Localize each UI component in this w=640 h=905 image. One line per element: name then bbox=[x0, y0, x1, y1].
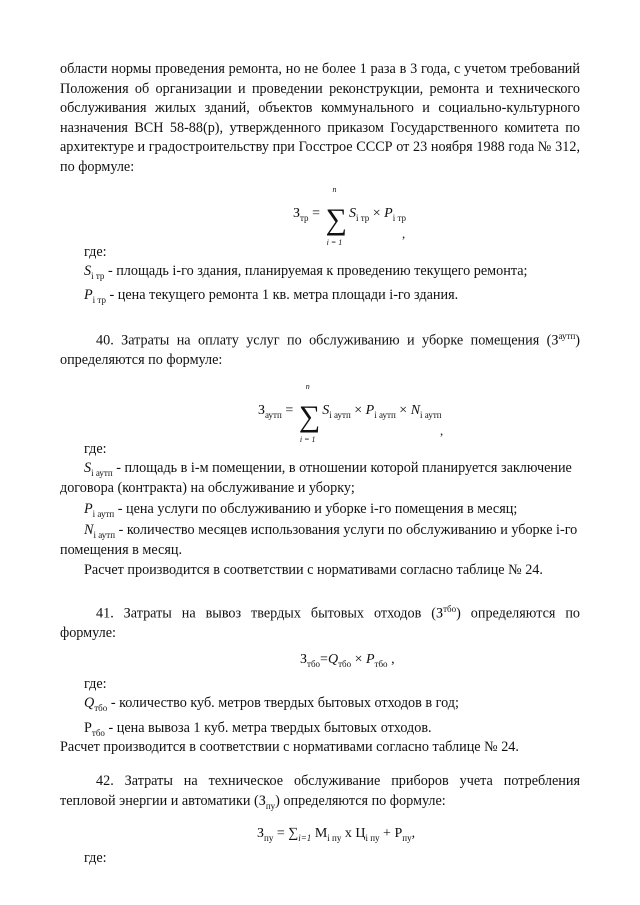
formula-lhs: З bbox=[300, 652, 308, 667]
def-symbol: Р bbox=[84, 720, 92, 736]
definition-p-tr bbox=[84, 286, 584, 306]
def-symbol-sub: тбо bbox=[91, 728, 105, 738]
formula-repair-cost: $З_{тр}$ = n ∑ i = 1 $S_{i тр} \times P_{i тр}$ bbox=[293, 185, 407, 247]
calculation-note: Расчет производится в соответствии с нормативами согласно таблице № 24. bbox=[60, 739, 519, 755]
formula-trailing-comma: , bbox=[402, 226, 406, 241]
formula-metering-cost bbox=[257, 826, 415, 843]
formula-m: M bbox=[314, 826, 328, 841]
sum-sub: i=1 bbox=[298, 832, 312, 843]
def-symbol-sub: i аутп bbox=[92, 509, 115, 519]
def-symbol: S bbox=[84, 263, 92, 279]
formula-p: Р bbox=[394, 826, 403, 841]
definition-s-autp bbox=[60, 459, 580, 498]
formula-lhs-sub: тр bbox=[300, 213, 309, 224]
paragraph-40-end: ) определяются по формуле: bbox=[60, 332, 580, 369]
def-symbol-sub: i тр bbox=[92, 295, 106, 305]
calculation-note: Расчет производится в соответствии с нормативами согласно таблице № 24. bbox=[84, 562, 543, 578]
times-sign: × bbox=[372, 206, 381, 222]
sum-limits: n ∑ i = 1 bbox=[298, 382, 321, 444]
intro-paragraph: области нормы проведения ремонта, но не более 1 раза в 3 года, с учетом требований Положения об организации и проведении реконструкции, ремонта и технического обслуживания жилых зданий, объектов коммунального и социально-культурного назначения ВСН 58-88(р), утвержденного приказом Государственного комитета по архитектуре и градостроительству при Госстрое СССР от 23 ноября 1988 года № 312, по формуле: bbox=[60, 61, 580, 175]
paragraph-40 bbox=[60, 327, 580, 371]
formula-p: P bbox=[384, 206, 393, 222]
formula-p-sub: i тр bbox=[392, 213, 407, 224]
formula-trailing-comma: , bbox=[440, 423, 444, 438]
def-symbol: Q bbox=[84, 695, 95, 711]
def-symbol-sub: i аутп bbox=[93, 530, 116, 540]
formula-waste-cost: $З_{тбо}=Q_{тбо} \times P_{тбо}$ , bbox=[300, 652, 395, 669]
formula-lhs: З bbox=[293, 206, 301, 222]
formula-lhs-sub: пу bbox=[264, 832, 274, 843]
formula-s-sub: i тр bbox=[355, 213, 370, 224]
sum-upper: n bbox=[305, 382, 310, 391]
definition-s-tr bbox=[84, 262, 584, 282]
def-text: - цена услуги по обслуживанию и уборке i-го помещения в месяц; bbox=[117, 501, 518, 517]
def-text: - цена вывоза 1 куб. метра твердых бытовых отходов. bbox=[108, 720, 432, 736]
def-text: - цена текущего ремонта 1 кв. метра площади i-го здания. bbox=[109, 287, 459, 303]
formula-q-sub: тбо bbox=[338, 659, 352, 669]
paragraph-40-text: 40. Затраты на оплату услуг по обслуживанию и уборке помещения ( bbox=[96, 332, 552, 349]
paragraph-42-end: ) определяются по формуле: bbox=[275, 792, 446, 809]
def-symbol-sub: тбо bbox=[94, 703, 108, 713]
paragraph-41-end: ) определяются по формуле: bbox=[60, 605, 581, 642]
sum-upper: n bbox=[332, 185, 337, 194]
def-text: - площадь i-го здания, планируемая к проведению текущего ремонта; bbox=[107, 263, 528, 279]
def-text: - количество месяцев использования услуги по обслуживанию и уборке i-го помещения в месяц. bbox=[60, 522, 578, 558]
def-symbol-sub: i тр bbox=[91, 271, 105, 281]
definition-p-autp bbox=[84, 500, 584, 520]
formula-n: N bbox=[410, 403, 421, 419]
formula-n-sub: i аутп bbox=[420, 410, 442, 421]
paragraph-41 bbox=[60, 600, 580, 644]
paragraph-42-text: 42. Затраты на техническое обслуживание приборов учета потребления тепловой энергии и автоматики (З bbox=[60, 773, 580, 809]
formula-c: Ц bbox=[355, 826, 366, 841]
formula-trailing-comma: , bbox=[411, 826, 416, 841]
formula-p: P bbox=[365, 652, 375, 667]
def-symbol: N bbox=[84, 522, 94, 538]
formula-lhs: З bbox=[257, 826, 265, 841]
inline-symbol-sub: аутп bbox=[558, 331, 576, 341]
definition-n-autp bbox=[60, 521, 580, 560]
times-sign: × bbox=[354, 403, 363, 419]
sum-limits: n ∑ i = 1 bbox=[325, 185, 347, 247]
paragraph-42 bbox=[60, 772, 580, 816]
equals-sign: = bbox=[276, 826, 285, 841]
sum-lower: i = 1 bbox=[299, 435, 316, 444]
definition-p-tbo bbox=[84, 719, 584, 739]
formula-m-sub: i пу bbox=[327, 832, 342, 843]
formula-s: S bbox=[348, 206, 356, 222]
paragraph-42-sub: пу bbox=[265, 800, 276, 811]
inline-symbol: З bbox=[551, 332, 559, 349]
formula-s-sub: i аутп bbox=[329, 410, 351, 421]
where-label: где: bbox=[84, 244, 107, 260]
formula-lhs-sub: аутп bbox=[265, 410, 282, 421]
formula-p-sub: i аутп bbox=[374, 410, 396, 421]
formula-c-sub: i пу bbox=[365, 832, 380, 843]
formula-trailing-comma: , bbox=[391, 652, 395, 667]
times-sign: × bbox=[399, 403, 408, 419]
formula-p: P bbox=[365, 403, 375, 419]
where-label: где: bbox=[84, 441, 107, 457]
times-sign: × bbox=[354, 652, 363, 667]
def-text: - количество куб. метров твердых бытовых отходов в год; bbox=[110, 695, 459, 711]
def-symbol: P bbox=[84, 287, 93, 303]
sum-sign: ∑ bbox=[288, 826, 299, 841]
formula-s: S bbox=[322, 403, 330, 419]
formula-p-sub: тбо bbox=[374, 659, 388, 669]
inline-symbol: З bbox=[435, 605, 444, 622]
times-sign: x bbox=[344, 826, 352, 841]
formula-lhs-sub: тбо bbox=[307, 659, 321, 669]
def-symbol: S bbox=[84, 460, 92, 476]
formula-q: Q bbox=[327, 652, 339, 667]
where-label: где: bbox=[84, 676, 107, 692]
plus-sign: + bbox=[383, 826, 391, 841]
formula-p-sub: пу bbox=[402, 832, 412, 843]
def-symbol: P bbox=[84, 501, 93, 517]
inline-symbol-sub: тбо bbox=[443, 604, 457, 614]
def-text: - площадь в i-м помещении, в отношении которой планируется заключение договора (контракта) на обслуживание и уборку; bbox=[60, 460, 572, 496]
sum-lower: i = 1 bbox=[326, 238, 343, 247]
def-symbol-sub: i аутп bbox=[91, 468, 113, 478]
paragraph-41-text: 41. Затраты на вывоз твердых бытовых отходов ( bbox=[96, 605, 436, 622]
definition-q-tbo bbox=[84, 694, 584, 714]
where-label: где: bbox=[84, 850, 107, 866]
formula-lhs: З bbox=[258, 403, 266, 419]
formula-cleaning-cost: $З_{аутп}$ = n ∑ i = 1 $S_{i аутп} \times P_{i аутп} \times N_{i аутп}$ bbox=[258, 382, 442, 444]
